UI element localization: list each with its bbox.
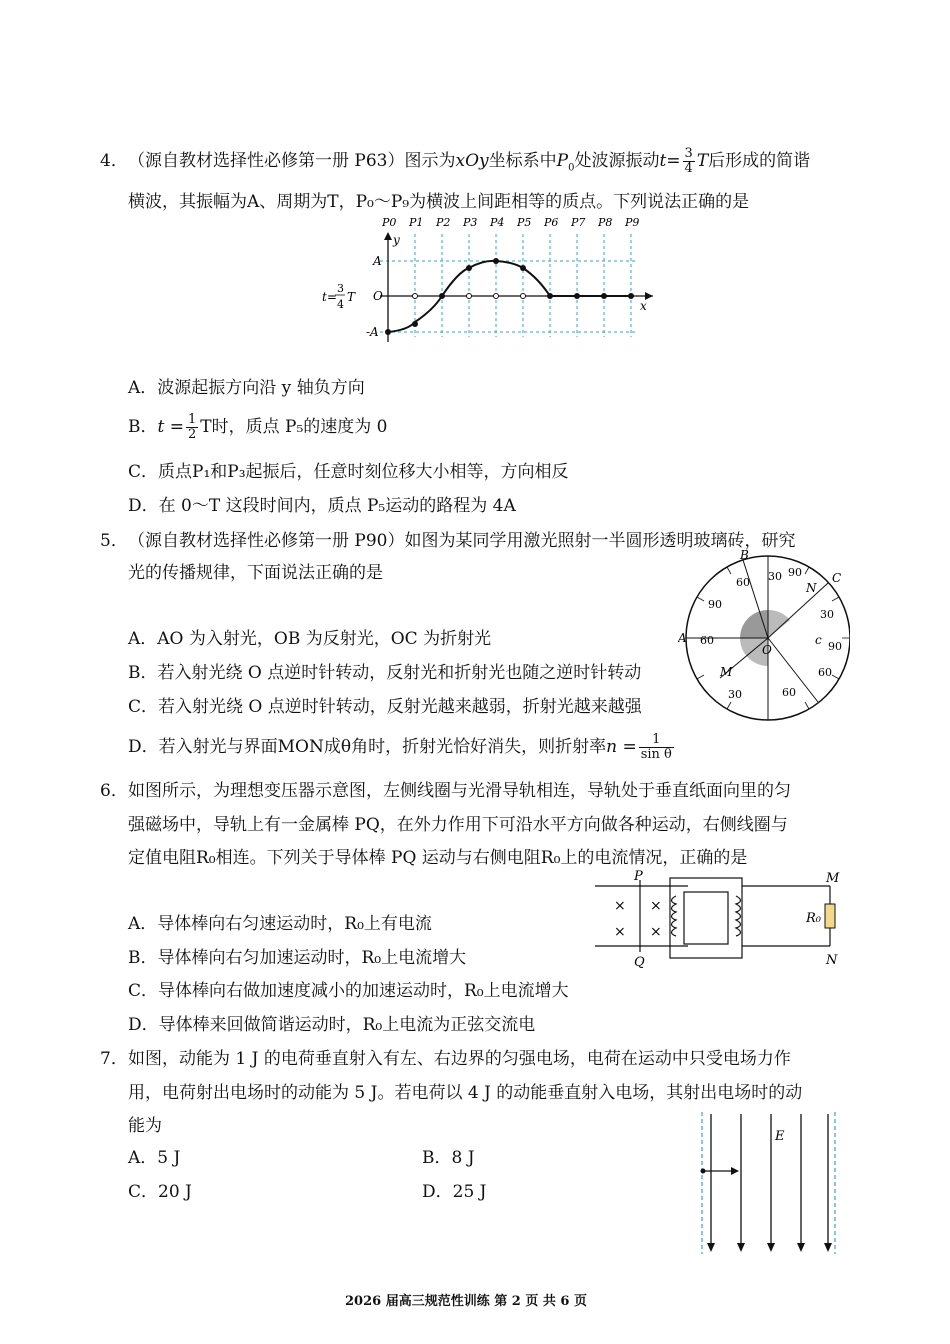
q4-b-den: 2 (187, 427, 197, 442)
svg-text:30: 30 (728, 688, 742, 701)
svg-text:60: 60 (700, 634, 714, 647)
q7-field-figure (695, 1112, 845, 1257)
label-p0: P0 (382, 216, 397, 229)
q5-d-fraction (639, 733, 674, 762)
svg-text:90: 90 (788, 566, 802, 579)
page-footer: 2026 届高三规范性训练 第 2 页 共 6 页 (345, 1294, 587, 1309)
q5-d-den: sin θ (640, 747, 672, 762)
label-e: E (775, 1129, 785, 1144)
q5-option-c: C．若入射光绕 O 点逆时针转动，反射光越来越弱，折射光越来越强 (128, 697, 642, 717)
q7-option-a: A．5 J (128, 1148, 181, 1168)
q6-line2: 强磁场中，导轨上有一金属棒 PQ，在外力作用下可沿水平方向做各种运动，右侧线圈与 (128, 815, 788, 835)
q5-protractor-figure (678, 548, 850, 728)
q5-d-n: n = (606, 737, 637, 757)
q5-option-b: B．若入射光绕 O 点逆时针转动，反射光和折射光也随之逆时针转动 (128, 663, 642, 683)
cross-3: × (650, 898, 662, 914)
q7-option-c: C．20 J (128, 1182, 192, 1202)
label-p8: P8 (598, 216, 613, 229)
label-p7: P7 (571, 216, 586, 229)
q4-frac-num: 3 (684, 146, 693, 161)
q4-number: 4． (100, 151, 128, 171)
point-labels (381, 216, 639, 229)
neg-amp-label: -A (366, 325, 379, 339)
q7-line2: 用，电荷射出电场时的动能为 5 J。若电荷以 4 J 的动能垂直射入电场，其射出电场时的动 (128, 1083, 803, 1103)
q4-b-pre: B． (128, 417, 158, 437)
q5-option-d (128, 732, 676, 762)
q5-number: 5． (100, 531, 128, 551)
x-label: x (640, 299, 647, 313)
q4-line1-d: 后形成的简谐 (708, 151, 811, 171)
velocity-arrowhead (731, 1167, 739, 1175)
t-label: t= (322, 290, 337, 304)
svg-text:60: 60 (736, 576, 750, 589)
label-b: B (740, 548, 749, 562)
q6-option-c: C．导体棒向右做加速度减小的加速运动时，R₀上电流增大 (128, 981, 569, 1001)
label-p: P (634, 869, 643, 884)
q7-line1: 如图，动能为 1 J 的电荷垂直射入有左、右边界的匀强电场，电荷在运动中只受电场力作 (128, 1049, 791, 1069)
svg-text:60: 60 (782, 686, 796, 699)
q6-transformer-figure (590, 868, 852, 968)
q6-option-d: D．导体棒来回做简谐运动时，R₀上电流为正弦交流电 (128, 1015, 536, 1035)
svg-text:30: 30 (820, 608, 834, 621)
q4-option-d: D．在 0～T 这段时间内，质点 P₅运动的路程为 4A (128, 496, 516, 516)
q4-option-c: C．质点P₁和P₃起振后，任意时刻位移大小相等，方向相反 (128, 462, 569, 482)
t-T: T (347, 290, 356, 304)
label-p9: P9 (625, 216, 640, 229)
q5-d-pre: D．若入射光与界面MON成θ角时，折射光恰好消失，则折射率 (128, 737, 607, 757)
svg-text:90: 90 (708, 598, 722, 611)
q6-option-a: A．导体棒向右匀速运动时，R₀上有电流 (128, 914, 432, 934)
y-axis-arrow (384, 232, 392, 240)
q4-T: T (696, 151, 709, 171)
q4-t: t (659, 151, 667, 171)
q6-option-b: B．导体棒向右匀加速运动时，R₀上电流增大 (128, 948, 467, 968)
coil-left (672, 896, 677, 936)
q4-b-num: 1 (187, 412, 197, 427)
y-label: y (393, 233, 400, 247)
q4-frac-den: 4 (684, 161, 693, 176)
q4-line1 (128, 146, 810, 176)
q6-line3: 定值电阻R₀相连。下列关于导体棒 PQ 运动与右侧电阻R₀上的电流情况，正确的是 (128, 848, 748, 868)
q4-p0: P (556, 151, 569, 171)
resistor-r0 (825, 904, 835, 928)
grid-verticals (388, 234, 631, 337)
q7-option-d: D．25 J (422, 1182, 487, 1202)
label-p2: P2 (436, 216, 451, 229)
label-m: M (826, 871, 840, 886)
q4-eq: = (666, 151, 681, 171)
q7-line3: 能为 (128, 1116, 162, 1136)
charge-dot (701, 1169, 706, 1174)
label-p5: P5 (517, 216, 532, 229)
label-m: M (720, 665, 733, 679)
label-n: N (826, 953, 838, 968)
q6-line1: 如图所示，为理想变压器示意图，左侧线圈与光滑导轨相连，导轨处于垂直纸面向里的匀 (128, 781, 791, 801)
label-p3: P3 (463, 216, 478, 229)
t-num: 3 (337, 282, 344, 295)
cross-1: × (614, 898, 626, 914)
t-den: 4 (337, 298, 344, 311)
amp-label: A (373, 254, 382, 268)
q5-line1: （源自教材选择性必修第一册 P90）如图为某同学用激光照射一半圆形透明玻璃砖，研究 (128, 531, 796, 551)
q4-line1-c: 处波源振动 (574, 151, 660, 171)
q4-line1-a: （源自教材选择性必修第一册 P63）图示为 (128, 151, 456, 171)
label-p4: P4 (490, 216, 505, 229)
label-c: C (832, 571, 842, 585)
cross-2: × (614, 924, 626, 940)
q6-number: 6． (100, 781, 128, 801)
q5-d-num: 1 (639, 733, 674, 748)
q7-number: 7． (100, 1049, 128, 1069)
q4-line2: 横波，其振幅为A、周期为T，P₀～P₉为横波上间距相等的质点。下列说法正确的是 (128, 192, 750, 212)
q4-fraction (683, 147, 695, 176)
svg-text:30: 30 (768, 570, 782, 583)
svg-text:90: 90 (828, 640, 842, 653)
cross-4: × (650, 924, 662, 940)
q5-option-a: A．AO 为入射光，OB 为反射光，OC 为折射光 (128, 629, 492, 649)
field-lines (711, 1114, 828, 1246)
origin-label: O (373, 289, 383, 303)
label-n: N (806, 581, 817, 595)
svg-text:60: 60 (818, 666, 832, 679)
label-small-c: c (815, 633, 822, 647)
label-a: A (678, 631, 687, 645)
field-arrowheads (707, 1243, 832, 1252)
core-inner (684, 892, 728, 944)
label-o: O (762, 643, 772, 657)
label-q: Q (634, 955, 645, 968)
label-p6: P6 (544, 216, 559, 229)
q5-line2: 光的传播规律，下面说法正确的是 (128, 563, 383, 583)
q7-option-b: B．8 J (422, 1148, 475, 1168)
q4-b-t: t = (157, 417, 184, 437)
q4-b-fraction (186, 413, 198, 442)
label-p1: P1 (409, 216, 424, 229)
q4-line1-b: 坐标系中 (488, 151, 557, 171)
q4-option-b (128, 412, 387, 442)
coil-right (736, 896, 741, 936)
q4-wave-figure (318, 212, 663, 362)
q4-b-post: T时，质点 P₅的速度为 0 (200, 417, 388, 437)
q4-option-a: A．波源起振方向沿 y 轴负方向 (128, 378, 365, 398)
q4-p0-sub: 0 (568, 162, 575, 174)
label-r0: R₀ (806, 911, 821, 926)
q4-xoy: xOy (455, 151, 489, 171)
